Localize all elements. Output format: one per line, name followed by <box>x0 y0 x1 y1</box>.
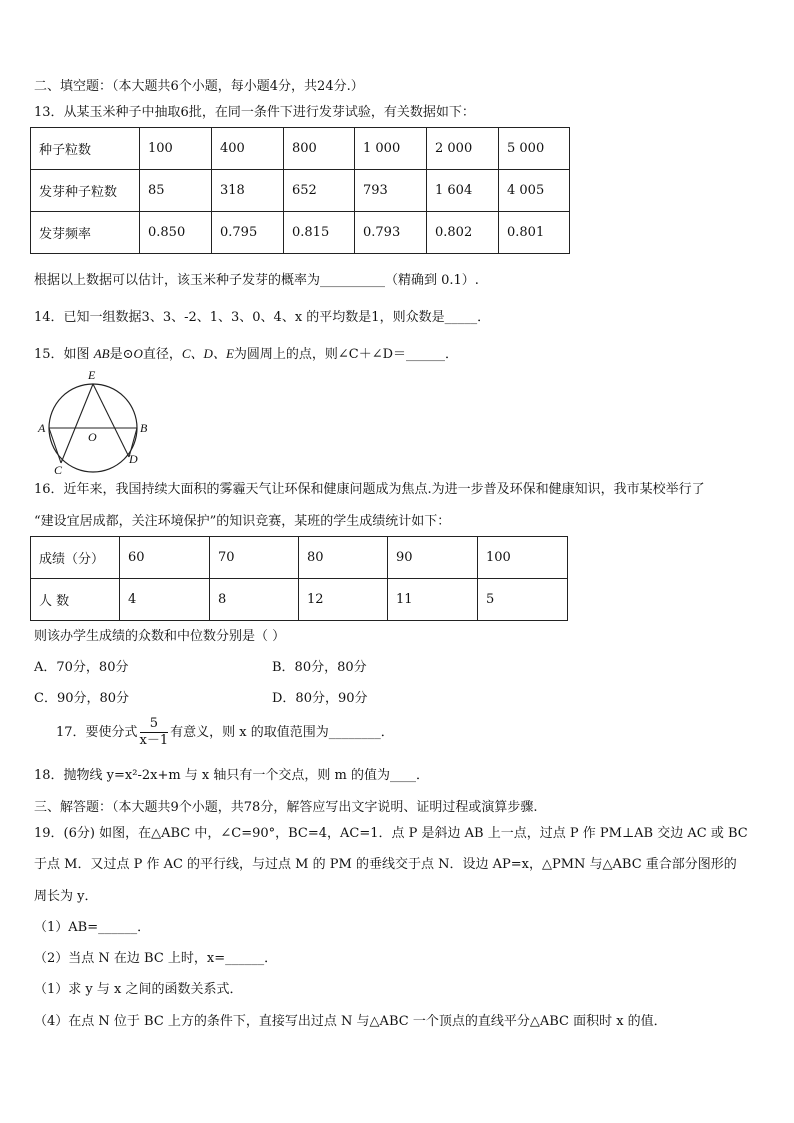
table-row <box>31 128 570 170</box>
table-row <box>31 212 570 254</box>
table-cell: 发芽种子粒数 <box>31 170 140 212</box>
q17-numerator: 5 <box>140 716 169 733</box>
table-cell: 60 <box>120 537 210 579</box>
label-o: O <box>88 430 97 444</box>
q16-option-c: C．90分，80分 <box>34 691 130 706</box>
table-cell: 793 <box>355 170 427 212</box>
q16-question: 则该办学生成绩的众数和中位数分别是（ ） <box>34 629 286 644</box>
q19-line2: 于点 M．又过点 P 作 AC 的平行线，与过点 M 的 PM 的垂线交于点 N．设边 AP=x，△PMN 与△ABC 重合部分图形的 <box>34 857 737 872</box>
q15-post: 为圆周上的点，则∠C＋∠D＝______． <box>233 347 459 362</box>
table-cell: 318 <box>212 170 284 212</box>
q15-pre: 15．如图 <box>34 347 90 362</box>
q14-text: 14．已知一组数据3、3、-2、1、3、0、4、x 的平均数是1，则众数是_____． <box>34 310 491 325</box>
q16-option-d: D．80分，90分 <box>272 691 368 706</box>
table-cell: 652 <box>284 170 355 212</box>
table-cell: 12 <box>299 579 388 621</box>
label-d: D <box>129 452 138 466</box>
q19-part4: （4）在点 N 位于 BC 上方的条件下，直接写出过点 N 与△ABC 一个顶点的直线平分△ABC 面积时 x 的值． <box>34 1014 667 1029</box>
table-row <box>31 170 570 212</box>
label-a: A <box>38 421 46 435</box>
q17-text <box>56 716 394 750</box>
table-cell: 0.802 <box>427 212 499 254</box>
table-cell: 1 604 <box>427 170 499 212</box>
table-cell: 90 <box>388 537 478 579</box>
label-b: B <box>140 421 148 435</box>
table-cell: 800 <box>284 128 355 170</box>
q16-line2: “建设宜居成都，关注环境保护”的知识竞赛，某班的学生成绩统计如下： <box>34 514 451 529</box>
q16-score-table <box>30 536 568 621</box>
q15-mid: 是⊙ <box>109 347 134 362</box>
table-row <box>31 579 568 621</box>
table-cell: 0.815 <box>284 212 355 254</box>
chord-ec <box>61 384 93 463</box>
section-3-heading: 三、解答题：（本大题共9个小题，共78分，解答应写出文字说明、证明过程或演算步骤. <box>34 800 538 815</box>
q13-after: 根据以上数据可以估计，该玉米种子发芽的概率为__________（精确到 0.1）. <box>34 273 479 288</box>
chord-ac <box>49 428 61 463</box>
chord-ed <box>93 384 129 457</box>
label-c: C <box>54 463 63 477</box>
q15-o: O <box>133 346 143 361</box>
table-cell: 5 000 <box>499 128 570 170</box>
q16-line1: 16．近年来，我国持续大面积的雾霾天气让环保和健康问题成为焦点.为进一步普及环保和健康知识，我市某校举行了 <box>34 482 705 497</box>
table-cell: 80 <box>299 537 388 579</box>
table-cell: 100 <box>478 537 568 579</box>
table-cell: 0.795 <box>212 212 284 254</box>
q17-denominator: x－1 <box>139 733 169 748</box>
table-cell: 4 <box>120 579 210 621</box>
table-cell: 0.850 <box>140 212 212 254</box>
table-cell: 1 000 <box>355 128 427 170</box>
q18-text: 18．抛物线 y=x²-2x+m 与 x 轴只有一个交点，则 m 的值为____． <box>34 768 429 783</box>
q17-pre: 17．要使分式 <box>56 725 138 740</box>
label-e: E <box>88 368 96 382</box>
q19-line1: 19．(6分) 如图，在△ABC 中，∠C=90°，BC=4，AC=1．点 P 是斜边 AB 上一点，过点 P 作 PM⊥AB 交边 AC 或 BC <box>34 826 748 841</box>
q19-part1: （1）AB=______． <box>34 920 151 935</box>
table-cell: 人 数 <box>31 579 120 621</box>
table-cell: 2 000 <box>427 128 499 170</box>
table-cell: 85 <box>140 170 212 212</box>
table-cell: 100 <box>140 128 212 170</box>
q15-points: C、D、E <box>181 346 234 361</box>
q19-line3: 周长为 y． <box>34 889 98 904</box>
table-row <box>31 537 568 579</box>
table-cell: 0.801 <box>499 212 570 254</box>
q19-part3: （1）求 y 与 x 之间的函数关系式． <box>34 982 243 997</box>
q15-mid2: 直径， <box>142 347 182 362</box>
table-cell: 成绩（分） <box>31 537 120 579</box>
table-cell: 0.793 <box>355 212 427 254</box>
table-cell: 4 005 <box>499 170 570 212</box>
q17-fraction <box>140 716 169 749</box>
q15-ab: AB <box>93 346 110 361</box>
table-cell: 400 <box>212 128 284 170</box>
table-cell: 发芽频率 <box>31 212 140 254</box>
table-cell: 8 <box>210 579 299 621</box>
q19-part2: （2）当点 N 在边 BC 上时，x=______． <box>34 951 278 966</box>
q13-germination-table <box>30 127 570 254</box>
q16-option-a: A．70分，80分 <box>34 660 129 675</box>
q16-option-b: B．80分，80分 <box>272 660 367 675</box>
table-cell: 种子粒数 <box>31 128 140 170</box>
table-cell: 11 <box>388 579 478 621</box>
q17-post: 有意义，则 x 的取值范围为________． <box>170 725 394 740</box>
table-cell: 70 <box>210 537 299 579</box>
table-cell: 5 <box>478 579 568 621</box>
q13-stem: 13．从某玉米种子中抽取6批，在同一条件下进行发芽试验，有关数据如下： <box>34 105 475 120</box>
section-2-heading: 二、填空题：（本大题共6个小题，每小题4分，共24分.） <box>34 79 364 94</box>
q15-circle-figure <box>34 366 164 478</box>
q15-text <box>34 345 458 364</box>
